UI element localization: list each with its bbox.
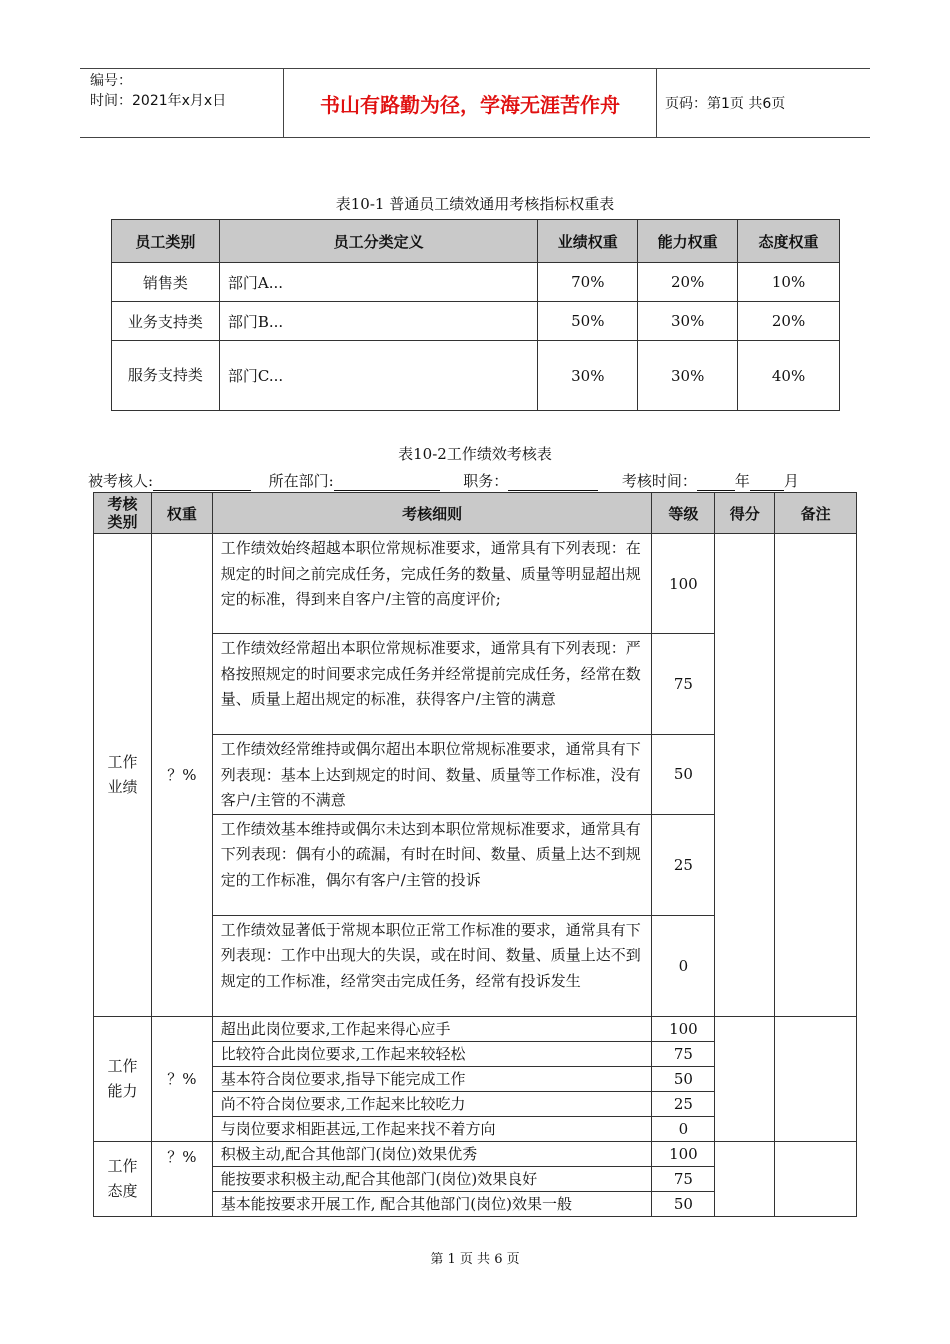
table-row — [112, 302, 840, 341]
row-definition: 部门A... — [219, 263, 537, 302]
group-category: 工作态度 — [94, 1141, 152, 1216]
row-ability: 30% — [638, 302, 738, 341]
table2-caption: 表10-2工作绩效考核表 — [398, 445, 552, 463]
col-header-remark: 备注 — [775, 493, 857, 534]
row-attitude: 40% — [738, 341, 840, 411]
month-label: 月 — [783, 472, 799, 490]
table-row — [112, 341, 840, 411]
page-footer: 第 1 页 共 6 页 — [430, 1252, 520, 1267]
group-weight: ？% — [151, 534, 212, 1017]
row-attitude: 10% — [738, 263, 840, 302]
assessment-info-line — [88, 470, 878, 491]
remark-cell[interactable] — [775, 1141, 857, 1216]
table-header-row — [112, 220, 840, 263]
criterion-text: 与岗位要求相距甚远,工作起来找不着方向 — [212, 1116, 652, 1141]
criterion-text: 基本符合岗位要求,指导下能完成工作 — [212, 1066, 652, 1091]
criterion-level: 50 — [652, 1191, 715, 1216]
criterion-text: 比较符合此岗位要求,工作起来较轻松 — [212, 1041, 652, 1066]
criterion-level: 75 — [652, 634, 715, 735]
doc-time-label: 时间：2021年x月x日 — [90, 93, 227, 109]
row-attitude: 20% — [738, 302, 840, 341]
col-header-category: 考核类别 — [94, 493, 152, 534]
table-row — [94, 534, 857, 634]
col-header-category: 员工类别 — [112, 220, 220, 263]
row-category: 业务支持类 — [112, 302, 220, 341]
col-header-detail: 考核细则 — [212, 493, 652, 534]
row-category: 服务支持类 — [112, 341, 220, 411]
row-definition: 部门C... — [219, 341, 537, 411]
performance-assessment-table — [93, 492, 857, 1217]
row-performance: 50% — [538, 302, 638, 341]
criterion-level: 0 — [652, 1116, 715, 1141]
table-row — [94, 1141, 857, 1166]
table-row — [94, 1016, 857, 1041]
year-blank[interactable] — [697, 474, 735, 491]
criterion-level: 75 — [652, 1041, 715, 1066]
weight-table — [111, 219, 840, 411]
month-blank[interactable] — [750, 474, 784, 491]
table1-caption: 表10-1 普通员工绩效通用考核指标权重表 — [335, 195, 615, 213]
group-category: 工作能力 — [94, 1016, 152, 1141]
department-label: 所在部门: — [268, 472, 334, 490]
criterion-text: 积极主动,配合其他部门(岗位)效果优秀 — [212, 1141, 652, 1166]
group-weight: ？% — [151, 1016, 212, 1141]
remark-cell[interactable] — [775, 534, 857, 1017]
position-blank[interactable] — [508, 474, 598, 491]
criterion-level: 100 — [652, 1016, 715, 1041]
department-blank[interactable] — [334, 474, 440, 491]
row-performance: 30% — [538, 341, 638, 411]
criterion-level: 0 — [652, 915, 715, 1016]
col-header-score: 得分 — [715, 493, 775, 534]
table-row — [112, 263, 840, 302]
criterion-text: 工作绩效始终超越本职位常规标准要求，通常具有下列表现：在规定的时间之前完成任务，完成任务的数量、质量等明显超出规定的标准，得到来自客户/主管的高度评价; — [212, 534, 652, 634]
criterion-level: 100 — [652, 534, 715, 634]
assessee-label: 被考核人: — [88, 472, 154, 490]
criterion-text: 工作绩效基本维持或偶尔未达到本职位常规标准要求，通常具有下列表现：偶有小的疏漏，有时在时间、数量、质量上达不到规定的工作标准，偶尔有客户/主管的投诉 — [212, 814, 652, 915]
criterion-text: 能按要求积极主动,配合其他部门(岗位)效果良好 — [212, 1166, 652, 1191]
header-page-number: 页码：第1页 共6页 — [665, 96, 786, 112]
row-definition: 部门B... — [219, 302, 537, 341]
score-cell[interactable] — [715, 1016, 775, 1141]
row-category: 销售类 — [112, 263, 220, 302]
year-label: 年 — [734, 472, 750, 490]
header-meta — [80, 69, 283, 137]
criterion-level: 100 — [652, 1141, 715, 1166]
col-header-ability: 能力权重 — [638, 220, 738, 263]
criterion-text: 基本能按要求开展工作, 配合其他部门(岗位)效果一般 — [212, 1191, 652, 1216]
criterion-level: 25 — [652, 1091, 715, 1116]
row-ability: 30% — [638, 341, 738, 411]
remark-cell[interactable] — [775, 1016, 857, 1141]
group-category: 工作业绩 — [94, 534, 152, 1017]
col-header-weight: 权重 — [151, 493, 212, 534]
criterion-level: 50 — [652, 1066, 715, 1091]
criterion-text: 工作绩效显著低于常规本职位正常工作标准的要求，通常具有下列表现：工作中出现大的失误，或在时间、数量、质量上达不到规定的工作标准，经常突击完成任务，经常有投诉发生 — [212, 915, 652, 1016]
col-header-performance: 业绩权重 — [538, 220, 638, 263]
criterion-text: 尚不符合岗位要求,工作起来比较吃力 — [212, 1091, 652, 1116]
criterion-level: 75 — [652, 1166, 715, 1191]
header-motto: 书山有路勤为径，学海无涯苦作舟 — [283, 69, 657, 137]
col-header-definition: 员工分类定义 — [219, 220, 537, 263]
score-cell[interactable] — [715, 1141, 775, 1216]
doc-number-label: 编号： — [90, 73, 132, 89]
row-ability: 20% — [638, 263, 738, 302]
row-performance: 70% — [538, 263, 638, 302]
criterion-text: 工作绩效经常超出本职位常规标准要求，通常具有下列表现：严格按照规定的时间要求完成任务并经常提前完成任务，经常在数量、质量上超出规定的标准，获得客户/主管的满意 — [212, 634, 652, 735]
col-header-level: 等级 — [652, 493, 715, 534]
group-weight: ？% — [151, 1141, 212, 1216]
criterion-text: 工作绩效经常维持或偶尔超出本职位常规标准要求，通常具有下列表现：基本上达到规定的时间、数量、质量等工作标准，没有客户/主管的不满意 — [212, 735, 652, 815]
page-header — [80, 68, 870, 138]
time-label: 考核时间： — [621, 472, 697, 490]
assessee-blank[interactable] — [153, 474, 251, 491]
col-header-attitude: 态度权重 — [738, 220, 840, 263]
criterion-level: 50 — [652, 735, 715, 815]
criterion-level: 25 — [652, 814, 715, 915]
score-cell[interactable] — [715, 534, 775, 1017]
criterion-text: 超出此岗位要求,工作起来得心应手 — [212, 1016, 652, 1041]
table-header-row — [94, 493, 857, 534]
position-label: 职务： — [463, 472, 509, 490]
